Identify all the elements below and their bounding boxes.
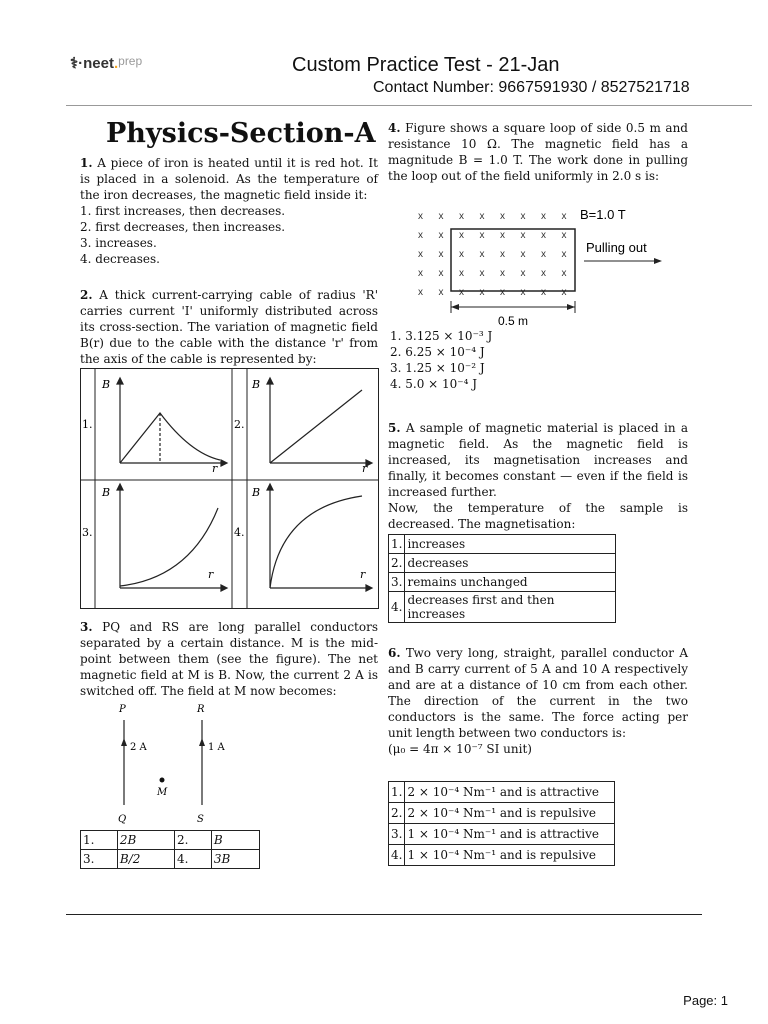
graph-label: 4. (234, 526, 245, 539)
field-cross-mark: x (479, 230, 485, 241)
svg-text:B=1.0 T: B=1.0 T (580, 207, 626, 222)
svg-text:1 A: 1 A (208, 742, 225, 753)
field-cross-mark: x (459, 230, 464, 241)
question-5: 5. A sample of magnetic material is placed in a magnetic field. As the magnetic field is increased, its magnetisation increases and finally, it becomes constant — even if the field is increased further. Now, the temperature of the sample is decreased. The magnetisation: (388, 421, 688, 531)
svg-text:M: M (157, 787, 168, 798)
footer-divider (66, 914, 702, 915)
q2-graph-table (80, 368, 380, 610)
field-cross-mark: x (500, 249, 505, 260)
contact-number: Contact Number: 9667591930 / 8527521718 (373, 79, 690, 96)
axis-label-b: B (252, 378, 261, 391)
option: 2. first decreases, then increases. (80, 220, 286, 234)
field-cross-mark: x (541, 249, 546, 260)
field-cross-mark: x (541, 211, 546, 222)
stethoscope-icon: ⚕ (70, 55, 79, 72)
axis-label-r: r (208, 568, 214, 581)
svg-text:Q: Q (118, 814, 127, 825)
field-cross-mark: x (438, 211, 444, 222)
field-cross-mark: x (561, 287, 567, 298)
field-cross-mark: x (479, 287, 485, 298)
field-cross-mark: x (438, 230, 444, 241)
question-1: 1. A piece of iron is heated until it is red hot. It is placed in a solenoid. As the temperature of the iron decreases, the magnetic field inside it: 1. first increases, then decreases. 2. first decreases, then increases. 3. increases. 4. decreases. (80, 156, 378, 266)
field-cross-mark: x (479, 268, 485, 279)
svg-text:S: S (197, 814, 204, 825)
question-2: 2. A thick current-carrying cable of radius 'R' carries current 'I' uniformly distributed across its cross-section. The variation of magnetic field B(r) due to the cable with the distance 'r' from the axis of the cable is represented by: (80, 288, 378, 366)
field-cross-mark: x (438, 268, 444, 279)
field-cross-mark: x (520, 287, 526, 298)
field-cross-mark: x (418, 230, 423, 241)
question-4: 4. Figure shows a square loop of side 0.5 m and resistance 10 Ω. The magnetic field has a magnitude B = 1.0 T. The work done in pulling the loop out of the field uniformly in 2.0 s is: (388, 121, 688, 183)
neetprep-logo: ⚕·neet.$^{prep}$ (70, 54, 143, 72)
option: 3. increases. (80, 236, 157, 250)
field-cross-mark: x (520, 230, 526, 241)
svg-text:P: P (119, 704, 126, 715)
field-cross-mark: x (520, 268, 526, 279)
field-cross-mark: x (459, 287, 464, 298)
q3-options-table: 1. 2B 2. B 3. B/2 4. 3B (80, 830, 260, 869)
page-number: Page: 1 (683, 993, 728, 1008)
field-cross-mark: x (438, 287, 444, 298)
field-cross-mark: x (500, 230, 505, 241)
field-cross-mark: x (459, 211, 464, 222)
q4-options (390, 328, 590, 392)
q3-conductor-figure (100, 700, 230, 828)
field-cross-mark: x (541, 268, 546, 279)
field-cross-mark: x (561, 230, 567, 241)
field-cross-mark: x (418, 211, 423, 222)
graph-label: 2. (234, 418, 245, 431)
axis-label-b: B (102, 378, 111, 391)
field-cross-mark: x (479, 249, 485, 260)
axis-label-r: r (360, 568, 366, 581)
field-cross-mark: x (459, 268, 464, 279)
option: 1. first increases, then decreases. (80, 204, 286, 218)
field-cross-mark: x (520, 249, 526, 260)
graph-label: 3. (82, 526, 93, 539)
axis-label-b: B (252, 486, 261, 499)
option: 4. decreases. (80, 252, 160, 266)
test-title: Custom Practice Test - 21-Jan (292, 54, 560, 76)
header-divider (66, 105, 752, 106)
field-cross-mark: x (561, 268, 567, 279)
field-cross-mark: x (418, 287, 423, 298)
field-cross-mark: x (541, 287, 546, 298)
field-cross-mark: x (418, 268, 423, 279)
field-cross-mark: x (438, 249, 444, 260)
question-6: 6. Two very long, straight, parallel conductor A and B carry current of 5 A and 10 A respectively and are at a distance of 10 cm from each other. The direction of the current in the two conductors is the same. The force acting per unit length between two conductors is: (μ₀ = 4π × 10⁻⁷ SI unit) (388, 646, 688, 756)
q4-loop-figure (410, 205, 670, 327)
section-title: Physics-Section-A (106, 118, 376, 149)
svg-text:R: R (197, 704, 205, 715)
option: 3. 1.25 × 10⁻² J (390, 361, 485, 375)
field-cross-mark: x (500, 211, 505, 222)
svg-text:2 A: 2 A (130, 742, 147, 753)
field-cross-mark: x (479, 211, 485, 222)
option: 4. 5.0 × 10⁻⁴ J (390, 377, 478, 391)
question-3: 3. PQ and RS are long parallel conductors separated by a certain distance. M is the mid-point between them (see the figure). The net magnetic field at M is B. Now, the current 2 A is switched off. The field at M now becomes: (80, 620, 378, 698)
field-cross-mark: x (541, 230, 546, 241)
field-cross-mark: x (500, 268, 505, 279)
axis-label-r: r (362, 462, 368, 475)
axis-label-r: r (212, 462, 218, 475)
q5-options-table: 1. increases 2. decreases 3. remains unchanged 4. decreases first and then increases (388, 534, 616, 623)
field-cross-mark: x (500, 287, 505, 298)
field-cross-mark: x (561, 249, 567, 260)
option: 1. 3.125 × 10⁻³ J (390, 329, 493, 343)
q6-options-table: 1. 2 × 10⁻⁴ Nm⁻¹ and is attractive 2. 2 × 10⁻⁴ Nm⁻¹ and is repulsive 3. 1 × 10⁻⁴ Nm⁻¹ and is attractive 4. 1 × 10⁻⁴ Nm⁻¹ and is repulsive (388, 781, 615, 866)
field-cross-mark: x (520, 211, 526, 222)
field-cross-mark: x (459, 249, 464, 260)
svg-text:0.5 m: 0.5 m (498, 314, 529, 327)
field-cross-mark: x (418, 249, 423, 260)
svg-text:Pulling out: Pulling out (586, 240, 647, 255)
axis-label-b: B (102, 486, 111, 499)
field-cross-mark: x (561, 211, 567, 222)
option: 2. 6.25 × 10⁻⁴ J (390, 345, 485, 359)
graph-label: 1. (82, 418, 93, 431)
